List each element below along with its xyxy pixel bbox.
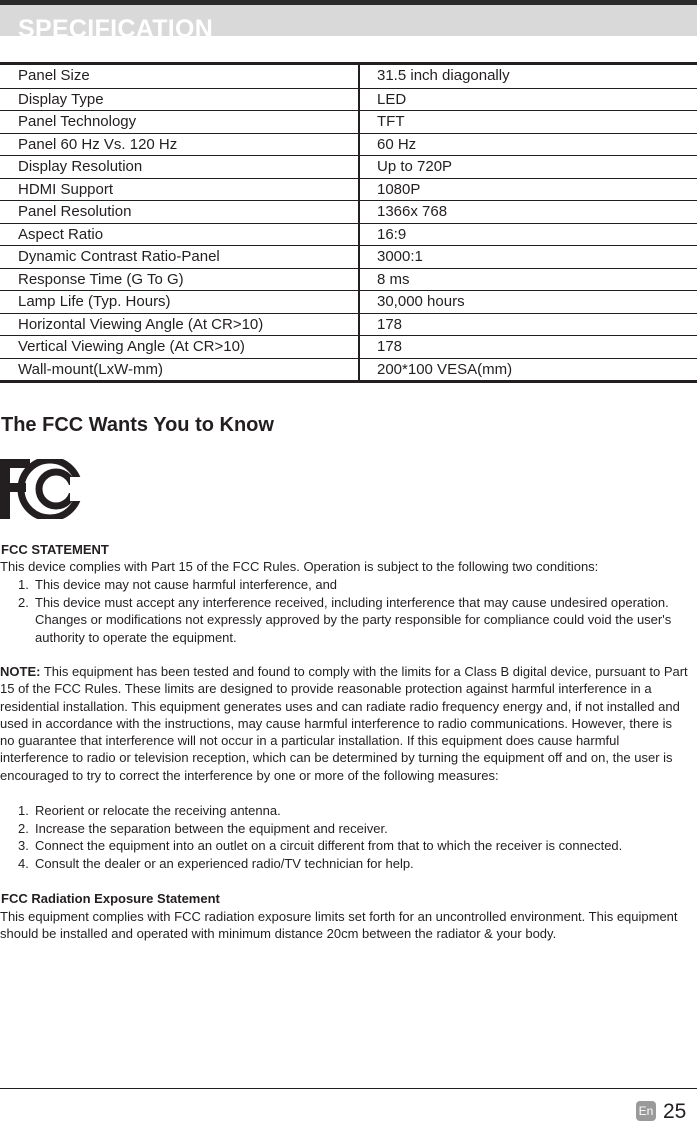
spec-value: LED xyxy=(377,90,407,108)
radiation-text: This equipment complies with FCC radiation exposure limits set forth for an uncontrolled environment. This equipment should be installed and operated with minimum distance 20cm between the radiator & your body. xyxy=(0,909,678,942)
spec-label: Display Type xyxy=(0,89,360,111)
table-row xyxy=(0,178,697,201)
list-item: 3. Connect the equipment into an outlet on a circuit different from that to which the receiver is connected. xyxy=(18,838,623,853)
spec-value: 200*100 VESA(mm) xyxy=(377,360,513,378)
table-row xyxy=(0,200,697,223)
fcc-statement-intro: This device complies with Part 15 of the FCC Rules. Operation is subject to the following two conditions: xyxy=(0,559,599,574)
language-badge: En xyxy=(636,1101,656,1121)
spec-value: Up to 720P xyxy=(377,158,453,175)
spec-value: 16:9 xyxy=(377,225,407,243)
spec-label: Panel Size xyxy=(0,65,360,88)
spec-label: Dynamic Contrast Ratio-Panel xyxy=(0,246,360,268)
spec-value: 178 xyxy=(377,338,403,355)
table-row xyxy=(0,65,697,88)
spec-value: 178 xyxy=(377,315,403,333)
table-row xyxy=(0,223,697,246)
spec-value: TFT xyxy=(377,113,405,130)
table-row xyxy=(0,313,697,336)
note-text: This equipment has been tested and found to comply with the limits for a Class B digital device, pursuant to Part 15 of the FCC Rules. These limits are designed to provide reasonable protection against harmful interference in a residential installation. This equipment generates uses and can radiate radio frequency energy and, if not installed and used in accordance with the instructions, may cause harmful interference to radio communications. However, there is no guarantee that interference will not occur in a particular installation. If this equipment does cause harmful interference to radio or television reception, which can be determined by turning the equipment off and on, the user is encouraged to try to correct the interference by one or more of the following measures: xyxy=(0,664,688,783)
list-item: 2. Increase the separation between the equipment and receiver. xyxy=(18,820,388,836)
spec-table xyxy=(0,62,697,383)
table-row xyxy=(0,268,697,291)
list-item: 2. This device must accept any interference received, including interference that may cause undesired operation. Changes or modifications not expressly approved by the party responsible for compliance could void the user's authority to operate the equipment. xyxy=(18,594,672,645)
note-label: NOTE: xyxy=(0,664,41,679)
footer-rule xyxy=(0,1088,697,1089)
spec-label: Panel Resolution xyxy=(0,201,360,223)
spec-value: 3000:1 xyxy=(377,248,423,265)
spec-label: Panel 60 Hz Vs. 120 Hz xyxy=(0,134,360,156)
spec-label: Vertical Viewing Angle (At CR>10) xyxy=(0,336,360,358)
radiation-title: FCC Radiation Exposure Statement xyxy=(1,891,220,906)
spec-label: Lamp Life (Typ. Hours) xyxy=(0,291,360,313)
spec-value: 30,000 hours xyxy=(377,293,465,310)
fcc-logo-icon xyxy=(0,459,84,519)
table-row xyxy=(0,290,697,313)
spec-value: 1080P xyxy=(377,180,421,198)
page-title: SPECIFICATION xyxy=(18,15,214,43)
spec-label: Horizontal Viewing Angle (At CR>10) xyxy=(0,314,360,336)
spec-label: Aspect Ratio xyxy=(0,224,360,246)
spec-value: 1366x 768 xyxy=(377,203,448,220)
spec-label: Wall-mount(LxW-mm) xyxy=(0,359,360,381)
table-row xyxy=(0,245,697,268)
table-row xyxy=(0,155,697,178)
spec-value: 31.5 inch diagonally xyxy=(377,67,510,84)
fcc-note xyxy=(0,663,690,784)
spec-value: 60 Hz xyxy=(377,135,417,153)
section-header xyxy=(0,5,697,43)
conditions-list xyxy=(0,576,690,646)
spec-label: HDMI Support xyxy=(0,179,360,201)
page-number: 25 xyxy=(663,1100,687,1123)
spec-label: Panel Technology xyxy=(0,111,360,133)
table-row xyxy=(0,133,697,156)
spec-label: Display Resolution xyxy=(0,156,360,178)
list-item: 4. Consult the dealer or an experienced radio/TV technician for help. xyxy=(18,855,414,871)
spec-value: 8 ms xyxy=(377,270,410,288)
table-row xyxy=(0,110,697,133)
list-item: 1. Reorient or relocate the receiving antenna. xyxy=(18,803,281,818)
measures-list xyxy=(0,802,697,872)
list-item: 1. This device may not cause harmful interference, and xyxy=(18,577,338,592)
table-row xyxy=(0,335,697,358)
spec-label: Response Time (G To G) xyxy=(0,269,360,291)
table-row xyxy=(0,358,697,381)
table-row xyxy=(0,88,697,111)
fcc-heading: The FCC Wants You to Know xyxy=(1,414,274,436)
fcc-statement-title: FCC STATEMENT xyxy=(1,542,109,557)
